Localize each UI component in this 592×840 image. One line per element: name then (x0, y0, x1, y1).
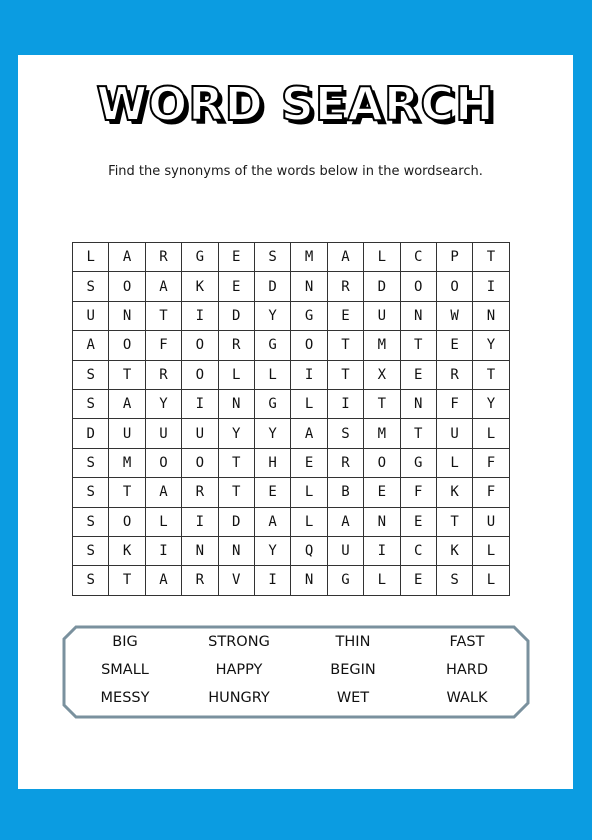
grid-cell: S (73, 566, 109, 595)
grid-cell: P (436, 243, 472, 272)
word-bank-item: WET (336, 690, 370, 706)
grid-cell: A (73, 331, 109, 360)
grid-cell: N (218, 389, 254, 418)
grid-cell: N (473, 301, 509, 330)
grid-cell: I (364, 536, 400, 565)
grid-cell: O (109, 507, 145, 536)
word-bank-item: STRONG (208, 634, 270, 650)
grid-cell: N (218, 536, 254, 565)
grid-row (73, 389, 510, 418)
grid-cell: L (473, 566, 509, 595)
grid-cell: D (254, 272, 290, 301)
grid-row (73, 272, 510, 301)
grid-cell: W (436, 301, 472, 330)
grid-cell: T (145, 301, 181, 330)
word-list (68, 631, 524, 709)
grid-cell: D (218, 301, 254, 330)
grid-cell: R (436, 360, 472, 389)
grid-cell: E (400, 566, 436, 595)
grid-cell: U (473, 507, 509, 536)
word-bank-item: BEGIN (330, 662, 376, 678)
grid-cell: T (109, 360, 145, 389)
word-bank (62, 625, 530, 719)
grid-cell: O (436, 272, 472, 301)
grid-cell: H (254, 448, 290, 477)
grid-cell: D (364, 272, 400, 301)
grid-cell: B (327, 478, 363, 507)
letter-grid (72, 242, 510, 596)
grid-cell: D (73, 419, 109, 448)
grid-cell: S (327, 419, 363, 448)
grid-cell: S (73, 536, 109, 565)
word-bank-item: WALK (446, 690, 488, 706)
grid-cell: T (400, 419, 436, 448)
grid-row (73, 478, 510, 507)
grid-row (73, 360, 510, 389)
grid-cell: A (145, 272, 181, 301)
grid-cell: G (327, 566, 363, 595)
grid-cell: T (364, 389, 400, 418)
grid-cell: G (182, 243, 218, 272)
grid-cell: R (327, 448, 363, 477)
grid-cell: I (182, 389, 218, 418)
grid-cell: T (436, 507, 472, 536)
grid-cell: A (291, 419, 327, 448)
grid-cell: L (291, 507, 327, 536)
grid-row (73, 243, 510, 272)
grid-cell: A (327, 507, 363, 536)
grid-cell: R (145, 360, 181, 389)
grid-cell: T (218, 478, 254, 507)
grid-cell: T (109, 566, 145, 595)
grid-cell: G (400, 448, 436, 477)
word-bank-item: HARD (445, 662, 489, 678)
grid-cell: M (364, 331, 400, 360)
grid-cell: R (145, 243, 181, 272)
grid-cell: F (473, 448, 509, 477)
grid-cell: M (109, 448, 145, 477)
grid-cell: Y (473, 331, 509, 360)
grid-cell: K (109, 536, 145, 565)
grid-cell: E (436, 331, 472, 360)
grid-cell: A (327, 243, 363, 272)
grid-cell: O (109, 272, 145, 301)
grid-cell: F (436, 389, 472, 418)
instructions-text: Find the synonyms of the words below in the wordsearch. (108, 164, 483, 179)
grid-cell: A (145, 478, 181, 507)
word-bank-item: BIG (112, 634, 138, 650)
grid-cell: L (291, 389, 327, 418)
grid-cell: L (254, 360, 290, 389)
grid-row (73, 566, 510, 595)
grid-cell: F (473, 478, 509, 507)
word-bank-item: HAPPY (215, 662, 263, 678)
grid-cell: V (218, 566, 254, 595)
grid-cell: F (145, 331, 181, 360)
grid-cell: E (254, 478, 290, 507)
grid-cell: Y (473, 389, 509, 418)
grid-cell: O (145, 448, 181, 477)
grid-cell: A (109, 389, 145, 418)
grid-cell: Y (254, 301, 290, 330)
grid-cell: E (218, 243, 254, 272)
grid-cell: E (400, 360, 436, 389)
grid-cell: S (73, 478, 109, 507)
grid-cell: L (218, 360, 254, 389)
grid-cell: U (364, 301, 400, 330)
grid-cell: S (73, 389, 109, 418)
grid-cell: I (291, 360, 327, 389)
grid-row (73, 301, 510, 330)
page-title: WORD SEARCH (96, 77, 495, 131)
grid-cell: O (109, 331, 145, 360)
grid-cell: L (473, 419, 509, 448)
word-bank-item: MESSY (100, 690, 150, 706)
grid-cell: R (182, 566, 218, 595)
grid-cell: S (73, 507, 109, 536)
worksheet (18, 55, 573, 789)
grid-cell: X (364, 360, 400, 389)
grid-row (73, 331, 510, 360)
grid-cell: T (327, 360, 363, 389)
grid-cell: E (400, 507, 436, 536)
grid-cell: L (145, 507, 181, 536)
word-bank-item: FAST (449, 634, 485, 650)
grid-cell: A (145, 566, 181, 595)
grid-cell: N (400, 301, 436, 330)
grid-cell: O (182, 360, 218, 389)
grid-cell: R (182, 478, 218, 507)
grid-cell: T (109, 478, 145, 507)
grid-cell: G (254, 331, 290, 360)
grid-cell: O (182, 448, 218, 477)
grid-cell: S (73, 448, 109, 477)
grid-row (73, 507, 510, 536)
grid-cell: I (145, 536, 181, 565)
word-bank-item: SMALL (101, 662, 149, 678)
grid-cell: C (400, 243, 436, 272)
grid-cell: D (218, 507, 254, 536)
grid-cell: K (182, 272, 218, 301)
grid-cell: N (291, 566, 327, 595)
grid-cell: G (254, 389, 290, 418)
grid-cell: O (364, 448, 400, 477)
grid-cell: R (327, 272, 363, 301)
grid-cell: M (364, 419, 400, 448)
grid-cell: L (364, 566, 400, 595)
grid-cell: L (291, 478, 327, 507)
grid-cell: T (327, 331, 363, 360)
grid-cell: I (473, 272, 509, 301)
grid-cell: A (109, 243, 145, 272)
grid-cell: O (291, 331, 327, 360)
grid-cell: T (473, 360, 509, 389)
grid-cell: L (73, 243, 109, 272)
grid-cell: S (254, 243, 290, 272)
grid-cell: Y (254, 536, 290, 565)
grid-cell: L (364, 243, 400, 272)
grid-row (73, 419, 510, 448)
grid-cell: S (73, 272, 109, 301)
grid-cell: K (436, 536, 472, 565)
grid-cell: I (182, 507, 218, 536)
grid-cell: Q (291, 536, 327, 565)
grid-cell: Y (254, 419, 290, 448)
grid-cell: I (254, 566, 290, 595)
grid-cell: O (182, 331, 218, 360)
grid-cell: U (182, 419, 218, 448)
grid-cell: S (436, 566, 472, 595)
grid-cell: K (436, 478, 472, 507)
grid-cell: T (218, 448, 254, 477)
grid-cell: T (473, 243, 509, 272)
grid-cell: U (145, 419, 181, 448)
grid-cell: T (400, 331, 436, 360)
grid-cell: S (73, 360, 109, 389)
grid-cell: G (291, 301, 327, 330)
grid-cell: I (182, 301, 218, 330)
grid-cell: N (400, 389, 436, 418)
grid-cell: E (327, 301, 363, 330)
grid-cell: F (400, 478, 436, 507)
grid-cell: L (473, 536, 509, 565)
grid-cell: Y (145, 389, 181, 418)
grid-cell: N (182, 536, 218, 565)
grid-cell: N (364, 507, 400, 536)
grid-cell: R (218, 331, 254, 360)
grid-cell: M (291, 243, 327, 272)
grid-cell: U (327, 536, 363, 565)
word-bank-item: THIN (335, 634, 371, 650)
grid-cell: A (254, 507, 290, 536)
grid-cell: N (291, 272, 327, 301)
grid-cell: U (109, 419, 145, 448)
grid-row (73, 448, 510, 477)
grid-cell: O (400, 272, 436, 301)
word-bank-item: HUNGRY (208, 690, 270, 706)
grid-cell: U (73, 301, 109, 330)
grid-cell: E (218, 272, 254, 301)
grid-cell: C (400, 536, 436, 565)
grid-row (73, 536, 510, 565)
grid-cell: Y (218, 419, 254, 448)
grid-cell: L (436, 448, 472, 477)
grid-cell: E (291, 448, 327, 477)
grid-cell: U (436, 419, 472, 448)
grid-cell: E (364, 478, 400, 507)
grid-cell: I (327, 389, 363, 418)
grid-cell: N (109, 301, 145, 330)
